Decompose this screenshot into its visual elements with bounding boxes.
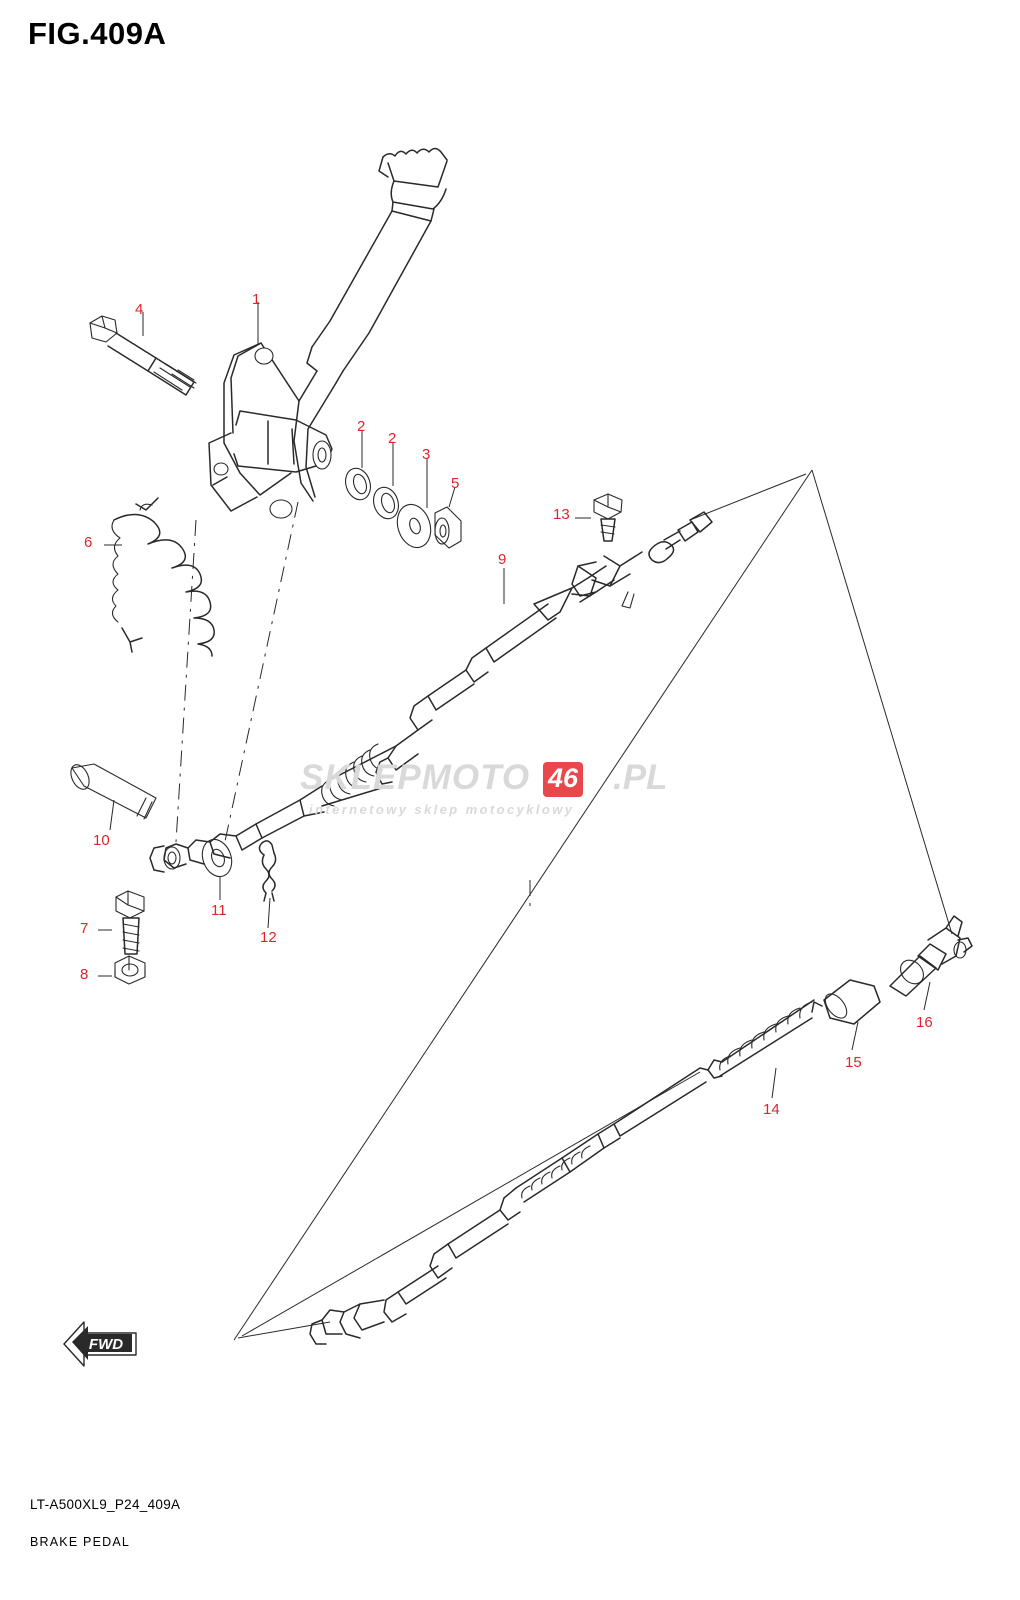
part-clamp-bolt xyxy=(594,494,622,541)
callout-14: 14 xyxy=(763,1101,780,1118)
part-clevis-pin xyxy=(67,762,156,819)
callout-8: 8 xyxy=(80,966,89,983)
callout-12: 12 xyxy=(260,929,277,946)
watermark-brand: SKLEPMOTO xyxy=(300,758,531,797)
figure-title: FIG.409A xyxy=(28,16,167,51)
figure-code: LT-A500XL9_P24_409A xyxy=(30,1497,181,1512)
leader-lines xyxy=(98,302,952,1340)
callout-11: 11 xyxy=(211,902,227,919)
part-brake-cable-lower xyxy=(310,916,972,1344)
part-brake-cable-upper xyxy=(150,512,712,872)
callout-6: 6 xyxy=(84,534,93,551)
callout-7: 7 xyxy=(80,920,89,937)
watermark-badge: 46 xyxy=(543,762,583,797)
figure-label: BRAKE PEDAL xyxy=(30,1535,131,1549)
callout-16: 16 xyxy=(916,1014,933,1031)
callout-15: 15 xyxy=(845,1054,862,1071)
watermark-subtitle: internetowy sklep motocyklowy xyxy=(309,802,575,817)
part-return-spring xyxy=(112,498,214,656)
callout-2a: 2 xyxy=(357,418,366,435)
callout-13: 13 xyxy=(553,506,570,523)
part-adjuster-bolt xyxy=(116,891,144,954)
callout-3: 3 xyxy=(422,446,431,463)
callout-4: 4 xyxy=(135,301,144,318)
callout-2b: 2 xyxy=(388,430,397,447)
part-cotter-pin xyxy=(259,841,275,901)
part-flat-washer xyxy=(197,835,236,880)
part-washers xyxy=(342,465,461,552)
part-brake-pedal xyxy=(209,149,447,519)
callout-9: 9 xyxy=(498,551,507,568)
fwd-direction-marker xyxy=(62,1308,154,1372)
part-lock-nut xyxy=(115,956,145,984)
svg-text:FWD: FWD xyxy=(88,1336,124,1353)
callout-5: 5 xyxy=(451,475,460,492)
watermark-domain: .PL xyxy=(613,758,668,797)
callout-1: 1 xyxy=(252,291,261,308)
callout-10: 10 xyxy=(93,832,110,849)
